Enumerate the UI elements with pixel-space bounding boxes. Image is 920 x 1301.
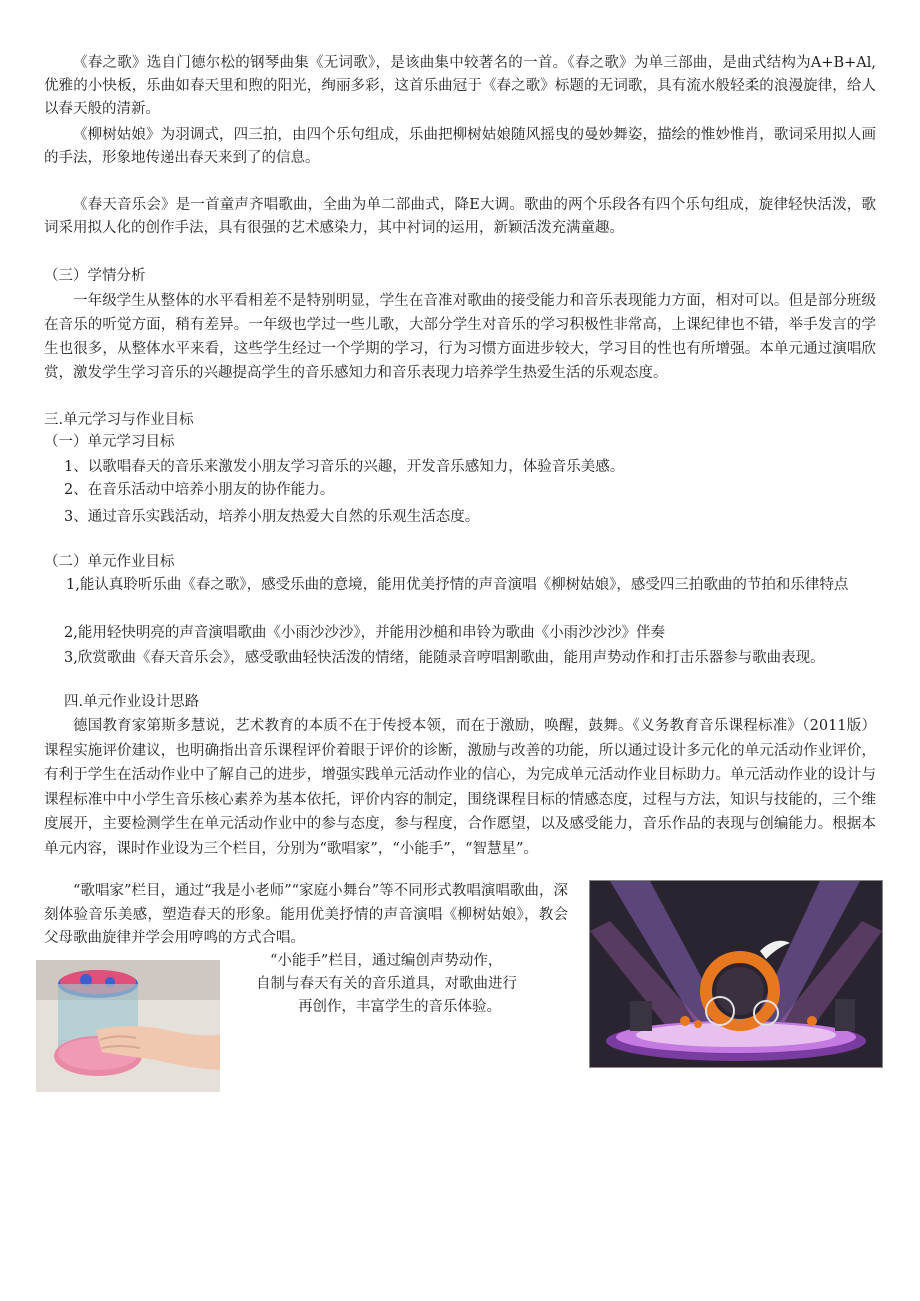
paragraph-learner-analysis: 一年级学生从整体的水平看相差不是特别明显，学生在音准对歌曲的接受能力和音乐表现能力方面，相对可以。但是部分班级在音乐的听觉方面，稍有差异。一年级也学过一些儿歌，大部分学生对音乐的学习积极性非常高，上课纪律也不错，举手发言的学生也很多，从整体水平来看，这些学生经过一个学期的学习，行为习惯方面进步较大，学习目的性也有所增强。本单元通过演唱欣赏，激发学生学习音乐的兴趣提高学生的音乐感知力和音乐表现力培养学生热爱生活的乐观态度。 xyxy=(44,293,876,381)
paragraph-singer-column: “歌唱家”栏目，通过“我是小老师”“家庭小舞台”等不同形式教唱演唱歌曲，深刻体验音乐美感，塑造春天的形象。能用优美抒情的声音演唱《柳树姑娘》，教会父母歌曲旋律并学会用哼鸣的方式合唱。 xyxy=(44,883,568,946)
heading-learner-analysis: （三）学情分析 xyxy=(44,268,146,284)
helper-line-2: 自制与春天有关的音乐道具，对歌曲进行 xyxy=(256,976,517,992)
helper-line-1: “小能手”栏目，通过编创声势动作， xyxy=(270,953,503,969)
homework-goal-3: 3,欣赏歌曲《春天音乐会》，感受歌曲轻快活泼的情绪，能随录音哼唱割歌曲，能用声势动作和打击乐器参与歌曲表现。 xyxy=(64,650,825,666)
heading-goals: 三.单元学习与作业目标 xyxy=(44,412,194,428)
learning-goal-3: 3、通过音乐实践活动，培养小朋友热爱大自然的乐观生活态度。 xyxy=(64,509,480,525)
heading-design: 四.单元作业设计思路 xyxy=(64,694,200,710)
paragraph-spring-concert: 《春天音乐会》是一首童声齐唱歌曲，全曲为单二部曲式，降E大调。歌曲的两个乐段各有四个乐句组成，旋律轻快活泼，歌词采用拟人化的创作手法，具有很强的艺术感染力，其中衬词的运用，新颖活泼充满童趣。 xyxy=(44,197,876,236)
heading-learning-goals: （一）单元学习目标 xyxy=(44,434,175,450)
heading-homework-goals: （二）单元作业目标 xyxy=(44,554,175,570)
paragraph-design: 德国教育家第斯多慧说，艺术教育的本质不在于传授本领，而在于激励，唤醒，鼓舞。《义务教育音乐课程标准》（2011版）课程实施评价建议，也明确指出音乐课程评价着眼于评价的诊断，激励与改善的功能，所以通过设计多元化的单元活动作业评价，有利于学生在活动作业中了解自己的进步，增强实践单元活动作业的信心，为完成单元活动作业目标助力。单元活动作业的设计与课程标准中中小学生音乐核心素养为基本依托，评价内容的制定，围绕课程目标的情感态度，过程与方法，知识与技能的，三个维度展开，主要检测学生在单元活动作业中的参与态度，参与程度，合作愿望，以及感受能力，音乐作品的表现与创编能力。根据本单元内容，课时作业设为三个栏目，分别为“歌唱家”，“小能手”，“智慧星”。 xyxy=(44,718,876,857)
stage-photo xyxy=(589,880,883,1068)
paragraph-spring-song: 《春之歌》选自门德尔松的钢琴曲集《无词歌》，是该曲集中较著名的一首。《春之歌》为单三部曲，是曲式结构为A+B+Al,优雅的小快板，乐曲如春天里和煦的阳光，绚丽多彩，这首乐曲冠于《春之歌》标题的无词歌，具有流水般轻柔的浪漫旋律，给人以春天般的清新。 xyxy=(44,55,876,117)
drum-photo xyxy=(36,960,220,1092)
helper-line-3: 再创作，丰富学生的音乐体验。 xyxy=(298,999,501,1015)
homework-goal-2: 2,能用轻快明亮的声音演唱歌曲《小雨沙沙沙》，并能用沙槌和串铃为歌曲《小雨沙沙沙》伴奏 xyxy=(64,625,666,641)
learning-goal-2: 2、在音乐活动中培养小朋友的协作能力。 xyxy=(64,482,335,498)
paragraph-willow-girl: 《柳树姑娘》为羽调式，四三拍，由四个乐句组成，乐曲把柳树姑娘随风摇曳的曼妙舞姿，描绘的惟妙惟肖，歌词采用拟人画的手法，形象地传递出春天来到了的信息。 xyxy=(44,127,876,166)
homework-goal-1: 1,能认真聆听乐曲《春之歌》，感受乐曲的意境，能用优美抒情的声音演唱《柳树姑娘》，感受四三拍歌曲的节拍和乐律特点 xyxy=(66,577,849,593)
learning-goal-1: 1、以歌唱春天的音乐来激发小朋友学习音乐的兴趣，开发音乐感知力，体验音乐美感。 xyxy=(64,459,625,475)
